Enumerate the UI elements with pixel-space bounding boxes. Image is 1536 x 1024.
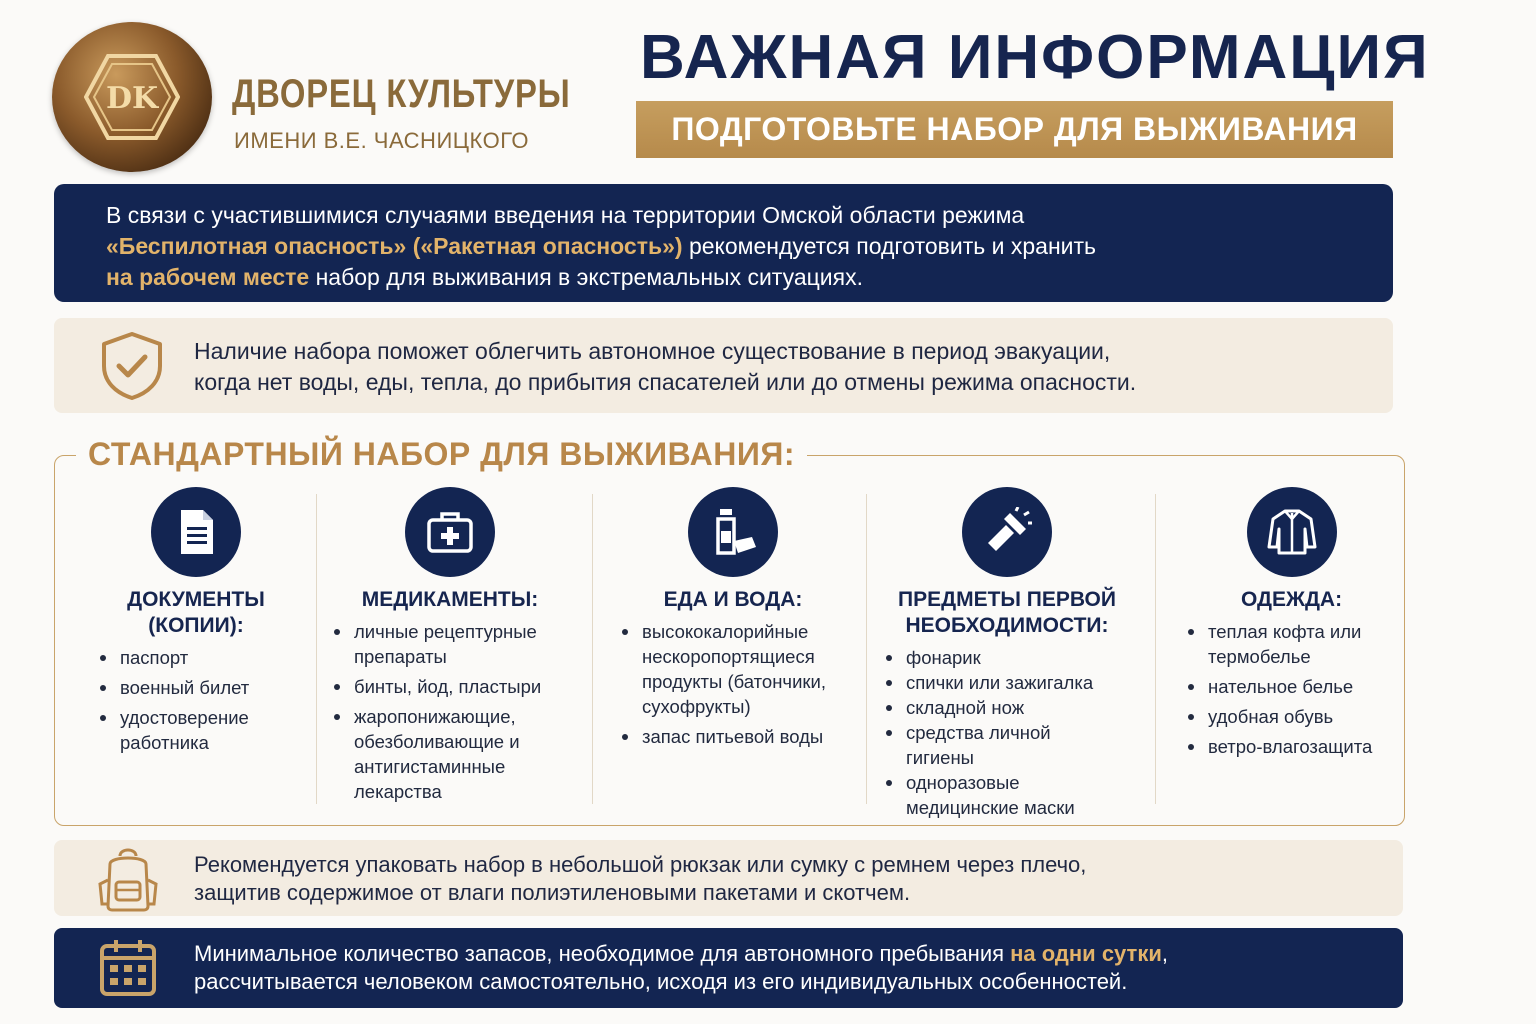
column-title: МЕДИКАМЕНТЫ: — [361, 588, 539, 611]
intro-line-1: В связи с участившимися случаями введения на территории Омской области режима — [106, 202, 1025, 228]
page-title: ВАЖНАЯ ИНФОРМАЦИЯ — [640, 23, 1430, 92]
item-list — [882, 645, 1132, 820]
first-aid-kit-icon — [425, 507, 475, 557]
item-list — [330, 619, 570, 804]
list-item: средства личной гигиены — [882, 720, 1072, 770]
list-item: бинты, йод, пластыри — [330, 674, 570, 699]
intro-box — [54, 184, 1393, 302]
list-item: высококалорийные нескоропортящиеся продукты (батончики, сухофрукты) — [618, 619, 843, 719]
pack-line-1: Рекомендуется упаковать набор в небольшой рюкзак или сумку с ремнем через плечо, — [194, 852, 1087, 877]
logo-letters: DK — [105, 81, 159, 116]
flashlight-icon — [982, 507, 1032, 557]
list-item: паспорт — [96, 645, 296, 670]
kit-column-clothes — [1184, 487, 1399, 764]
backpack-icon — [96, 846, 160, 912]
min-line-2: рассчитывается человеком самостоятельно, исходя из его индивидуальных особенностей. — [194, 969, 1128, 994]
list-item: одноразовые медицинские маски — [882, 770, 1092, 820]
shield-check-icon — [98, 330, 166, 402]
min-line-1: Минимальное количество запасов, необходимое для автономного пребывания на одни сутки, — [194, 941, 1168, 966]
list-item: запас питьевой воды — [618, 724, 848, 749]
list-item: теплая кофта или термобелье — [1184, 619, 1374, 669]
column-divider — [866, 494, 867, 804]
list-item: жаропонижающие, обезболивающие и антигистаминные лекарства — [330, 704, 540, 804]
column-title: ЕДА И ВОДА: — [663, 588, 803, 611]
intro-highlight-workplace: на рабочем месте — [106, 264, 310, 290]
list-item: удобная обувь — [1184, 704, 1399, 729]
icon-circle — [688, 487, 778, 577]
document-icon — [171, 507, 221, 557]
subtitle-banner: ПОДГОТОВЬТЕ НАБОР ДЛЯ ВЫЖИВАНИЯ — [636, 101, 1393, 158]
list-item: складной нож — [882, 695, 1132, 720]
list-item: нательное белье — [1184, 674, 1399, 699]
org-title: ДВОРЕЦ КУЛЬТУРЫ — [232, 72, 571, 116]
minimum-supply-note — [54, 928, 1403, 1008]
item-list — [1184, 619, 1399, 759]
packing-note — [54, 840, 1403, 916]
icon-circle — [962, 487, 1052, 577]
food-water-icon — [708, 507, 758, 557]
evac-line-1: Наличие набора поможет облегчить автономное существование в период эвакуации, — [194, 338, 1111, 364]
list-item: удостоверение работника — [96, 705, 276, 755]
item-list — [618, 619, 848, 749]
kit-column-food-water — [618, 487, 848, 754]
calendar-icon — [98, 938, 158, 998]
kit-column-documents — [96, 487, 296, 760]
icon-circle — [405, 487, 495, 577]
column-divider — [592, 494, 593, 804]
column-title: ДОКУМЕНТЫ (КОПИИ): — [127, 588, 265, 637]
item-list — [96, 645, 296, 755]
column-title: ОДЕЖДА: — [1240, 588, 1343, 611]
column-divider — [316, 494, 317, 804]
evac-line-2: когда нет воды, еды, тепла, до прибытия спасателей или до отмены режима опасности. — [194, 369, 1137, 395]
kit-column-essentials — [882, 487, 1132, 820]
logo-hexagon-icon — [84, 54, 180, 140]
intro-highlight-regime: «Беспилотная опасность» («Ракетная опасность») — [106, 233, 683, 259]
intro-line-3: на рабочем месте набор для выживания в экстремальных ситуациях. — [106, 264, 863, 290]
jacket-icon — [1267, 507, 1317, 557]
icon-circle — [151, 487, 241, 577]
min-highlight: на одни сутки — [1010, 941, 1162, 966]
intro-line-2: «Беспилотная опасность» («Ракетная опасность») рекомендуется подготовить и хранить — [106, 233, 1097, 259]
logo-emblem — [52, 22, 212, 172]
evacuation-note — [54, 318, 1393, 413]
column-title: ПРЕДМЕТЫ ПЕРВОЙ НЕОБХОДИМОСТИ: — [898, 588, 1116, 637]
list-item: военный билет — [96, 675, 296, 700]
kit-column-medicine — [330, 487, 570, 809]
list-item: спички или зажигалка — [882, 670, 1132, 695]
org-subtitle: ИМЕНИ В.Е. ЧАСНИЦКОГО — [234, 128, 529, 153]
list-item: фонарик — [882, 645, 1132, 670]
list-item: ветро-влагозащита — [1184, 734, 1399, 759]
kit-title: СТАНДАРТНЫЙ НАБОР ДЛЯ ВЫЖИВАНИЯ: — [76, 436, 807, 473]
logo — [52, 22, 572, 172]
icon-circle — [1247, 487, 1337, 577]
column-divider — [1155, 494, 1156, 804]
list-item: личные рецептурные препараты — [330, 619, 540, 669]
pack-line-2: защитив содержимое от влаги полиэтиленовыми пакетами и скотчем. — [194, 880, 911, 905]
